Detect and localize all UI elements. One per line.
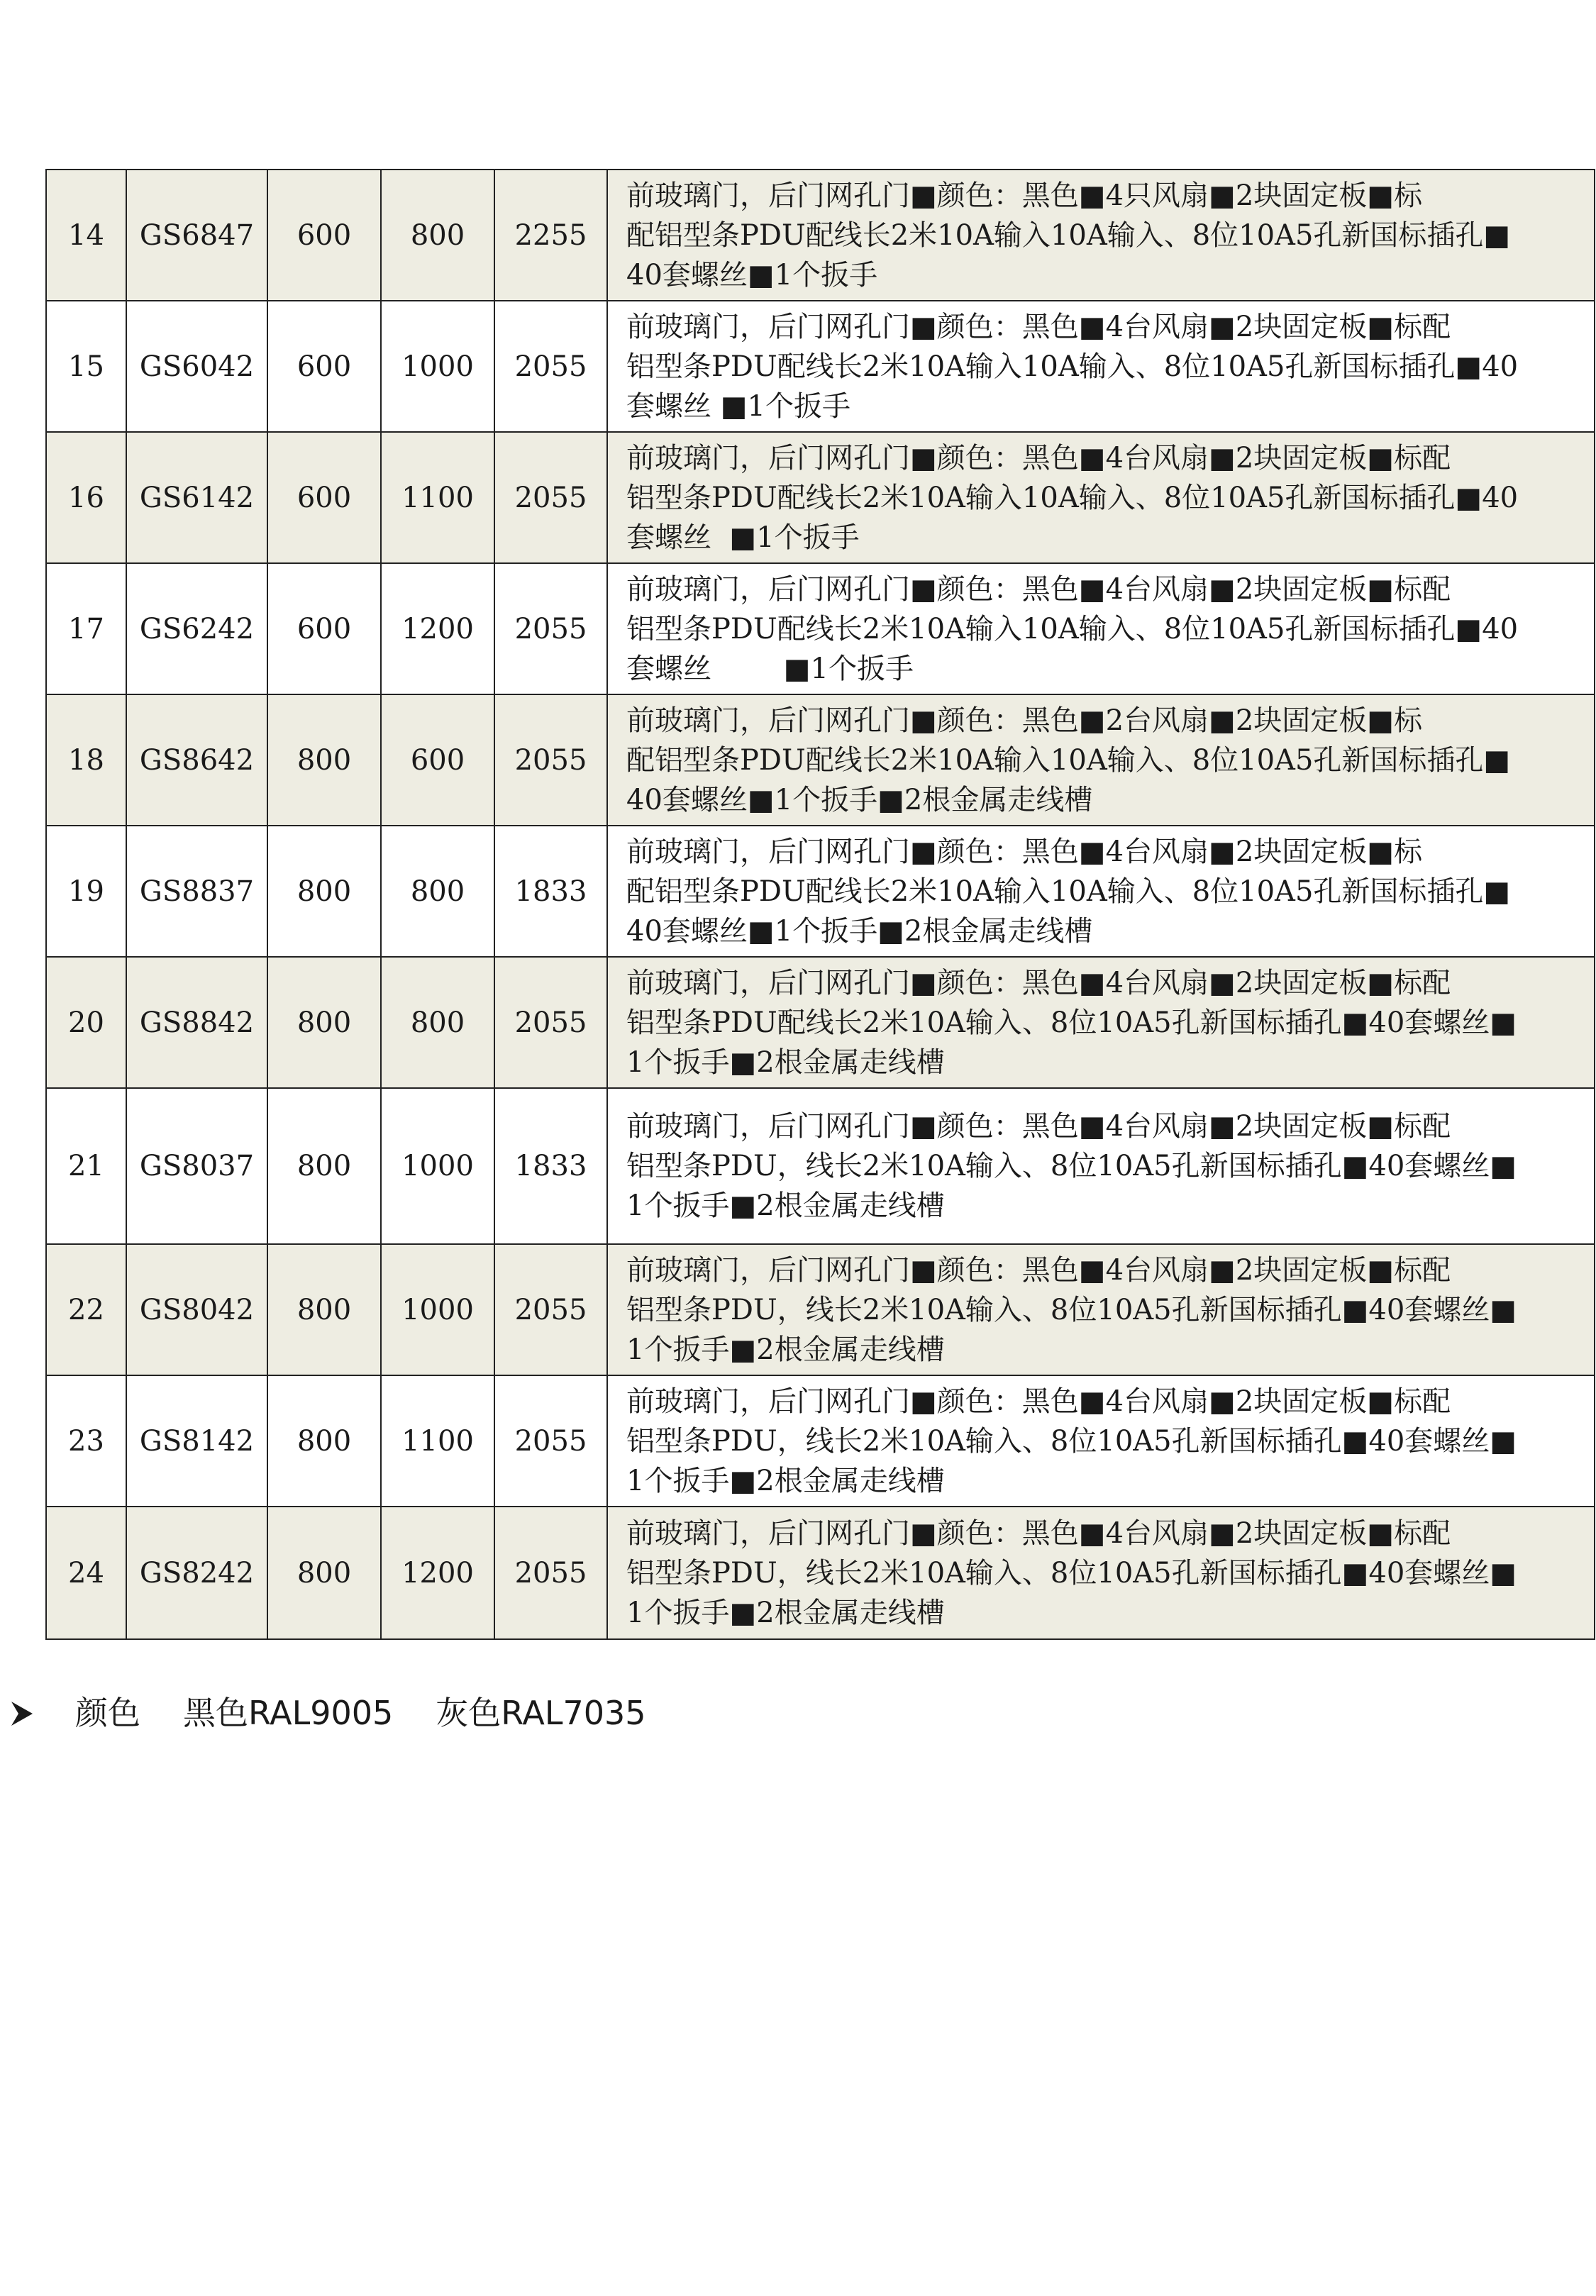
description-cell <box>607 170 1595 301</box>
table-row <box>46 694 1595 826</box>
description-line: 铝型条PDU配线长2米10A输入10A输入、8位10A5孔新国标插孔■40 <box>626 350 1519 383</box>
description-line: 套螺丝 ■1个扳手 <box>626 652 914 685</box>
table-row <box>46 170 1595 301</box>
row-number: 20 <box>46 957 126 1088</box>
width-cell: 800 <box>267 1507 381 1639</box>
description-line: 前玻璃门，后门网孔门■颜色：黑色■2台风扇■2块固定板■标 <box>626 704 1423 737</box>
height-cell: 2055 <box>494 432 607 563</box>
description-line: 前玻璃门，后门网孔门■颜色：黑色■4只风扇■2块固定板■标 <box>626 179 1423 212</box>
model-cell: GS6847 <box>126 170 267 301</box>
depth-cell: 1000 <box>381 1244 494 1375</box>
depth-cell: 1200 <box>381 1507 494 1639</box>
description-cell <box>607 1088 1595 1244</box>
model-cell: GS8142 <box>126 1375 267 1507</box>
width-cell: 800 <box>267 1088 381 1244</box>
depth-cell: 1100 <box>381 432 494 563</box>
spec-table <box>45 169 1595 1640</box>
model-cell: GS8837 <box>126 826 267 957</box>
width-cell: 600 <box>267 432 381 563</box>
table-row <box>46 1088 1595 1244</box>
description-line: 40套螺丝■1个扳手■2根金属走线槽 <box>626 783 1093 816</box>
depth-cell: 800 <box>381 957 494 1088</box>
model-cell: GS8042 <box>126 1244 267 1375</box>
height-cell: 1833 <box>494 826 607 957</box>
description-line: 配铝型条PDU配线长2米10A输入10A输入、8位10A5孔新国标插孔■ <box>626 875 1511 908</box>
table-row <box>46 432 1595 563</box>
width-cell: 600 <box>267 170 381 301</box>
description-line: 前玻璃门，后门网孔门■颜色：黑色■4台风扇■2块固定板■标 <box>626 835 1423 868</box>
model-cell: GS8037 <box>126 1088 267 1244</box>
model-cell: GS8642 <box>126 694 267 826</box>
width-cell: 800 <box>267 1244 381 1375</box>
model-cell: GS6042 <box>126 301 267 432</box>
description-line: 前玻璃门，后门网孔门■颜色：黑色■4台风扇■2块固定板■标配 <box>626 1516 1451 1550</box>
height-cell: 2055 <box>494 694 607 826</box>
description-line: 前玻璃门，后门网孔门■颜色：黑色■4台风扇■2块固定板■标配 <box>626 966 1451 999</box>
width-cell: 800 <box>267 694 381 826</box>
description-line: 40套螺丝■1个扳手■2根金属走线槽 <box>626 914 1093 948</box>
description-line: 铝型条PDU，线长2米10A输入、8位10A5孔新国标插孔■40套螺丝■ <box>626 1293 1517 1326</box>
row-number: 15 <box>46 301 126 432</box>
description-cell <box>607 432 1595 563</box>
description-line: 配铝型条PDU配线长2米10A输入10A输入、8位10A5孔新国标插孔■ <box>626 743 1511 777</box>
depth-cell: 600 <box>381 694 494 826</box>
table-row <box>46 1507 1595 1639</box>
table-row <box>46 1244 1595 1375</box>
color-option-gray: 灰色RAL7035 <box>436 1694 646 1732</box>
table-row <box>46 563 1595 694</box>
width-cell: 800 <box>267 957 381 1088</box>
height-cell: 2055 <box>494 1244 607 1375</box>
description-line: 铝型条PDU，线长2米10A输入、8位10A5孔新国标插孔■40套螺丝■ <box>626 1150 1517 1182</box>
table-row <box>46 826 1595 957</box>
description-line: 前玻璃门，后门网孔门■颜色：黑色■4台风扇■2块固定板■标配 <box>626 441 1451 475</box>
description-line: 40套螺丝■1个扳手 <box>626 258 878 292</box>
description-line: 1个扳手■2根金属走线槽 <box>626 1046 945 1079</box>
height-cell: 2055 <box>494 1507 607 1639</box>
depth-cell: 800 <box>381 170 494 301</box>
description-line: 前玻璃门，后门网孔门■颜色：黑色■4台风扇■2块固定板■标配 <box>626 1385 1451 1418</box>
description-line: 配铝型条PDU配线长2米10A输入10A输入、8位10A5孔新国标插孔■ <box>626 218 1511 252</box>
description-line: 1个扳手■2根金属走线槽 <box>626 1189 945 1222</box>
depth-cell: 1000 <box>381 301 494 432</box>
height-cell: 2055 <box>494 563 607 694</box>
width-cell: 800 <box>267 1375 381 1507</box>
row-number: 22 <box>46 1244 126 1375</box>
height-cell: 2255 <box>494 170 607 301</box>
table-row <box>46 301 1595 432</box>
description-line: 铝型条PDU，线长2米10A输入、8位10A5孔新国标插孔■40套螺丝■ <box>626 1424 1517 1458</box>
model-cell: GS8242 <box>126 1507 267 1639</box>
description-line: 铝型条PDU，线长2米10A输入、8位10A5孔新国标插孔■40套螺丝■ <box>626 1556 1517 1590</box>
description-line: 铝型条PDU配线长2米10A输入10A输入、8位10A5孔新国标插孔■40 <box>626 612 1519 645</box>
height-cell: 1833 <box>494 1088 607 1244</box>
description-line: 1个扳手■2根金属走线槽 <box>626 1596 945 1629</box>
arrow-bullet-icon <box>10 1700 34 1727</box>
description-line: 前玻璃门，后门网孔门■颜色：黑色■4台风扇■2块固定板■标配 <box>626 1110 1451 1143</box>
row-number: 14 <box>46 170 126 301</box>
model-cell: GS8842 <box>126 957 267 1088</box>
description-cell <box>607 694 1595 826</box>
depth-cell: 1100 <box>381 1375 494 1507</box>
model-cell: GS6142 <box>126 432 267 563</box>
description-line: 前玻璃门，后门网孔门■颜色：黑色■4台风扇■2块固定板■标配 <box>626 572 1451 606</box>
height-cell: 2055 <box>494 957 607 1088</box>
description-cell <box>607 1244 1595 1375</box>
description-cell <box>607 826 1595 957</box>
row-number: 16 <box>46 432 126 563</box>
depth-cell: 1200 <box>381 563 494 694</box>
description-line: 铝型条PDU配线长2米10A输入10A输入、8位10A5孔新国标插孔■40 <box>626 481 1519 514</box>
row-number: 17 <box>46 563 126 694</box>
color-option-black: 黑色RAL9005 <box>183 1694 394 1732</box>
depth-cell: 800 <box>381 826 494 957</box>
row-number: 18 <box>46 694 126 826</box>
row-number: 19 <box>46 826 126 957</box>
color-options-line <box>10 1688 1287 1738</box>
description-line: 套螺丝 ■1个扳手 <box>626 389 850 423</box>
description-line: 1个扳手■2根金属走线槽 <box>626 1464 945 1497</box>
row-number: 21 <box>46 1088 126 1244</box>
height-cell: 2055 <box>494 301 607 432</box>
model-cell: GS6242 <box>126 563 267 694</box>
description-cell <box>607 1507 1595 1639</box>
row-number: 24 <box>46 1507 126 1639</box>
description-cell <box>607 301 1595 432</box>
description-line: 前玻璃门，后门网孔门■颜色：黑色■4台风扇■2块固定板■标配 <box>626 310 1451 343</box>
row-number: 23 <box>46 1375 126 1507</box>
description-line: 前玻璃门，后门网孔门■颜色：黑色■4台风扇■2块固定板■标配 <box>626 1253 1451 1287</box>
description-cell <box>607 563 1595 694</box>
width-cell: 600 <box>267 301 381 432</box>
width-cell: 600 <box>267 563 381 694</box>
color-label: 颜色 <box>75 1694 140 1732</box>
description-line: 铝型条PDU配线长2米10A输入、8位10A5孔新国标插孔■40套螺丝■ <box>626 1006 1517 1039</box>
depth-cell: 1000 <box>381 1088 494 1244</box>
description-line: 套螺丝 ■1个扳手 <box>626 521 860 554</box>
description-line: 1个扳手■2根金属走线槽 <box>626 1333 945 1366</box>
description-cell <box>607 957 1595 1088</box>
height-cell: 2055 <box>494 1375 607 1507</box>
width-cell: 800 <box>267 826 381 957</box>
table-row <box>46 957 1595 1088</box>
description-cell <box>607 1375 1595 1507</box>
table-row <box>46 1375 1595 1507</box>
